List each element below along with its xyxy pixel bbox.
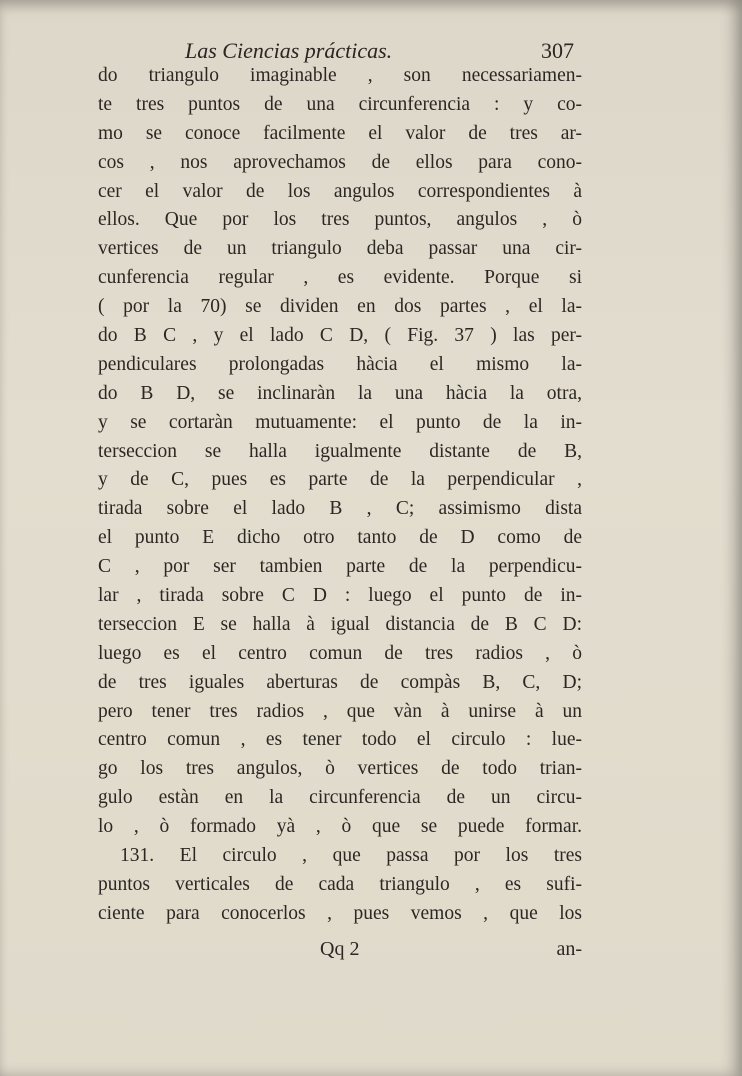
text-line: go los tres angulos, ò vertices de todo trian- [98,758,582,780]
text-line: ciente para conocerlos , pues vemos , que los [98,902,582,924]
text-line: el punto E dicho otro tanto de D como de [98,527,582,549]
text-line: mo se conoce facilmente el valor de tres ar- [98,122,582,144]
page-number: 307 [541,38,574,63]
text-line: lo , ò formado yà , ò que se puede formar. [98,816,582,838]
text-line: centro comun , es tener todo el circulo : lue- [98,729,582,751]
running-title: Las Ciencias prácticas. [185,38,393,63]
text-line: do B D, se inclinaràn la una hàcia la otra, [98,382,582,404]
text-line: cunferencia regular , es evidente. Porque si [98,267,582,289]
text-line: pendiculares prolongadas hàcia el mismo la- [98,353,582,375]
text-line: ellos. Que por los tres puntos, angulos , ò [98,209,582,231]
signature-mark: Qq 2 [320,938,360,960]
paragraph-start-line: 131. El circulo , que passa por los tres [120,845,582,867]
text-line: tirada sobre el lado B , C; assimismo dista [98,498,582,520]
text-line: C , por ser tambien parte de la perpendicu- [98,556,582,578]
text-line: te tres puntos de una circunferencia : y co- [98,93,582,115]
text-line: y se cortaràn mutuamente: el punto de la in- [98,411,582,433]
text-line: cer el valor de los angulos correspondientes à [98,180,582,202]
text-line: lar , tirada sobre C D : luego el punto de in- [98,585,582,607]
text-line: vertices de un triangulo deba passar una cir- [98,238,582,260]
text-line: luego es el centro comun de tres radios , ò [98,642,582,664]
text-line: gulo estàn en la circunferencia de un circu- [98,787,582,809]
text-line: do triangulo imaginable , son necessariamen- [98,65,582,86]
text-line: de tres iguales aberturas de compàs B, C, D; [98,671,582,693]
text-line: cos , nos aprovechamos de ellos para cono- [98,151,582,173]
text-line: pero tener tres radios , que vàn à unirse à un [98,700,582,722]
text-line: do B C , y el lado C D, ( Fig. 37 ) las per- [98,325,582,347]
page-footer [98,938,582,966]
text-line: puntos verticales de cada triangulo , es sufi- [98,873,582,895]
body-text [98,62,582,929]
text-line: terseccion E se halla à igual distancia de B C D: [98,613,582,635]
text-line: terseccion se halla igualmente distante de B, [98,440,582,462]
text-line: ( por la 70) se dividen en dos partes , el la- [98,296,582,318]
text-line: y de C, pues es parte de la perpendicular , [98,469,582,491]
catchword: an- [556,938,582,960]
